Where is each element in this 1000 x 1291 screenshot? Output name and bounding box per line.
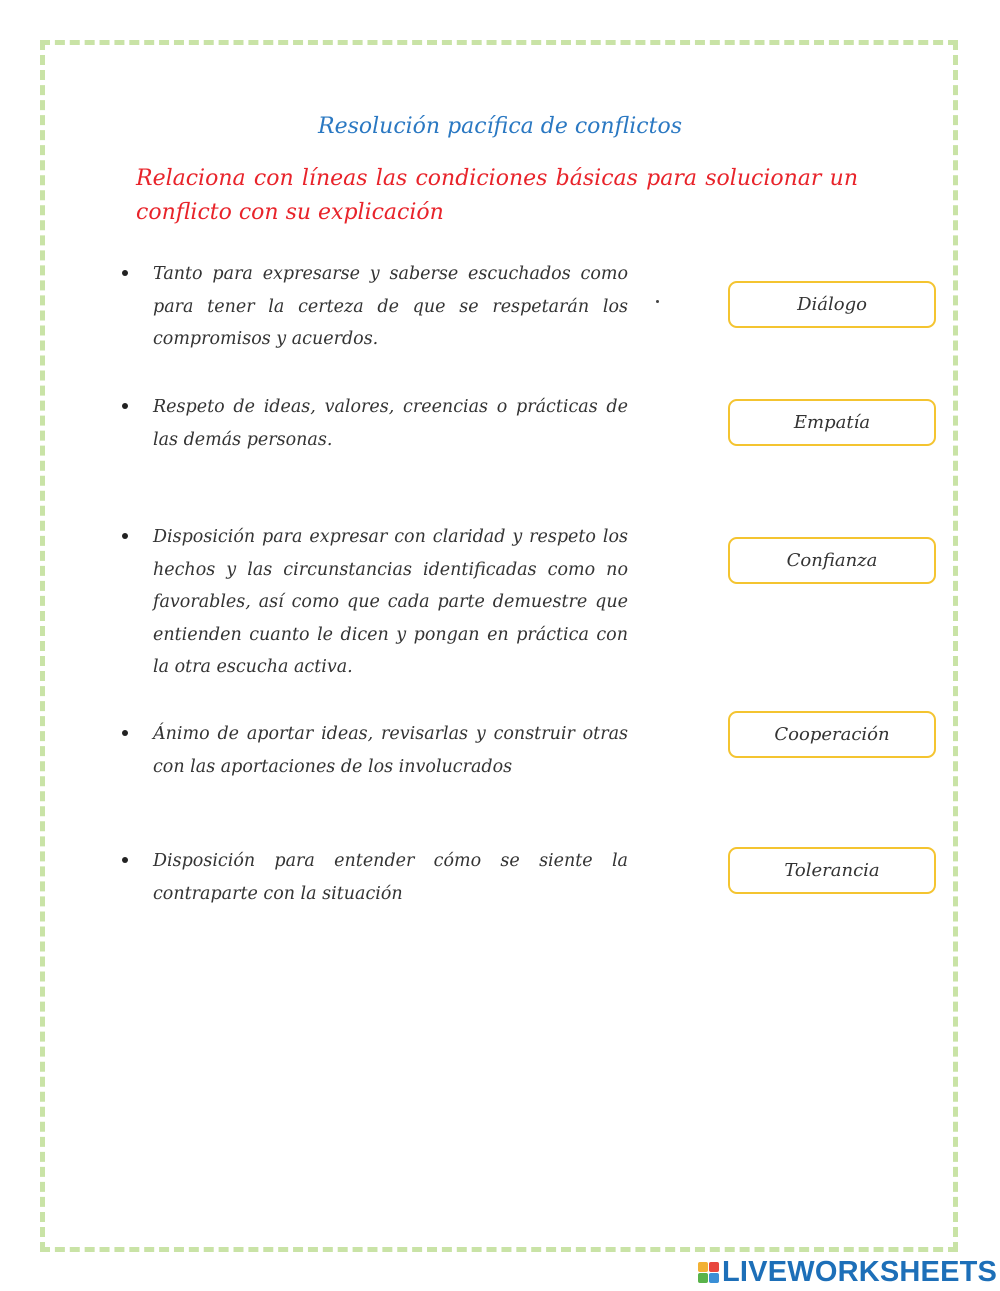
bullet-icon [122, 533, 128, 539]
bullet-icon [122, 403, 128, 409]
bullet-icon [122, 857, 128, 863]
explanation-item-1 [122, 258, 628, 356]
explanation-text: Disposición para expresar con claridad y respeto los hechos y las circunstancias identificadas como no favorables, así como que cada parte demuestre que entienden cuanto le dicen y pongan en práctica con la otra escucha activa. [153, 527, 628, 677]
option-empatia[interactable]: Empatía [728, 399, 936, 446]
explanation-item-3 [122, 521, 628, 684]
explanation-text: Ánimo de aportar ideas, revisarlas y construir otras con las aportaciones de los involucrados [153, 724, 628, 777]
explanation-text: Disposición para entender cómo se siente la contraparte con la situación [153, 851, 628, 904]
option-tolerancia[interactable]: Tolerancia [728, 847, 936, 894]
explanation-item-4 [122, 718, 628, 783]
option-dialogo[interactable]: Diálogo [728, 281, 936, 328]
instruction-text: Relaciona con líneas las condiciones básicas para solucionar un conflicto con su explicación [136, 166, 858, 225]
bullet-icon [122, 730, 128, 736]
option-cooperacion[interactable]: Cooperación [728, 711, 936, 758]
brand-logo-icon [698, 1262, 719, 1283]
explanation-item-2 [122, 391, 628, 456]
explanation-item-5 [122, 845, 628, 910]
explanation-text: Respeto de ideas, valores, creencias o prácticas de las demás personas. [153, 397, 628, 450]
explanation-text: Tanto para expresarse y saberse escuchados como para tener la certeza de que se respetarán los compromisos y acuerdos. [153, 264, 628, 349]
page-title: Resolución pacífica de conflictos [318, 114, 682, 139]
bullet-icon [122, 270, 128, 276]
option-confianza[interactable]: Confianza [728, 537, 936, 584]
brand-name: LIVEWORKSHEETS [722, 1256, 998, 1288]
liveworksheets-logo [698, 1256, 997, 1289]
match-anchor-dot[interactable] [656, 300, 659, 303]
